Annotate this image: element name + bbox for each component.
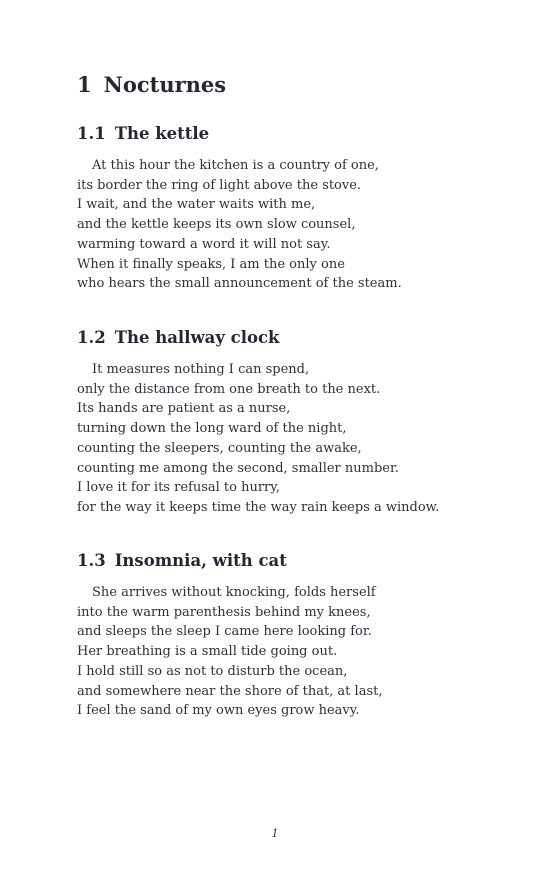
section-number: 1.1 (77, 124, 106, 143)
poem-line: I hold still so as not to disturb the ocean, (77, 663, 348, 679)
poem-line: counting me among the second, smaller number. (77, 460, 399, 476)
poem-line: When it finally speaks, I am the only one (77, 256, 345, 272)
section-number: 1.2 (77, 328, 106, 347)
poem-line: Her breathing is a small tide going out. (77, 644, 338, 660)
page-number: 1 (271, 827, 279, 840)
section-the-hallway-clock (77, 327, 497, 518)
poem-line: I love it for its refusal to hurry, (77, 480, 281, 496)
poem-line: I feel the sand of my own eyes grow heavy. (77, 703, 360, 719)
section-number: 1.3 (77, 551, 106, 570)
poem-body (77, 156, 497, 294)
poem-body (77, 583, 497, 721)
section-heading (77, 550, 497, 572)
section-title: Insomnia, with cat (114, 551, 287, 570)
poem-line: I wait, and the water waits with me, (77, 197, 316, 213)
poem-line: It measures nothing I can spend, (92, 362, 310, 377)
section-title: The hallway clock (114, 328, 280, 347)
poem-line: turning down the long ward of the night, (77, 421, 347, 437)
poem-body (77, 360, 497, 518)
poem-line: At this hour the kitchen is a country of one, (92, 158, 379, 173)
section-heading (77, 327, 497, 349)
poem-line: Its hands are patient as a nurse, (77, 401, 291, 417)
poem-line: its border the ring of light above the stove. (77, 177, 362, 193)
poem-line: into the warm parenthesis behind my knees, (77, 604, 371, 620)
section-insomnia-with-cat (77, 550, 497, 721)
poem-line: only the distance from one breath to the next. (77, 381, 381, 397)
chapter-title: Nocturnes (103, 72, 227, 97)
section-heading (77, 123, 497, 145)
chapter-heading (77, 72, 226, 97)
poem-line: who hears the small announcement of the steam. (77, 276, 402, 292)
chapter-number: 1 (77, 72, 92, 97)
section-the-kettle (77, 123, 497, 294)
poem-line: and sleeps the sleep I came here looking for. (77, 624, 372, 640)
section-title: The kettle (114, 124, 210, 143)
poem-line: counting the sleepers, counting the awake, (77, 440, 362, 456)
poem-line: and somewhere near the shore of that, at last, (77, 683, 383, 699)
poem-line: and the kettle keeps its own slow counsel, (77, 217, 356, 233)
poem-line: for the way it keeps time the way rain keeps a window. (77, 499, 440, 515)
poem-line: warming toward a word it will not say. (77, 236, 331, 252)
poem-line: She arrives without knocking, folds herself (92, 585, 376, 600)
